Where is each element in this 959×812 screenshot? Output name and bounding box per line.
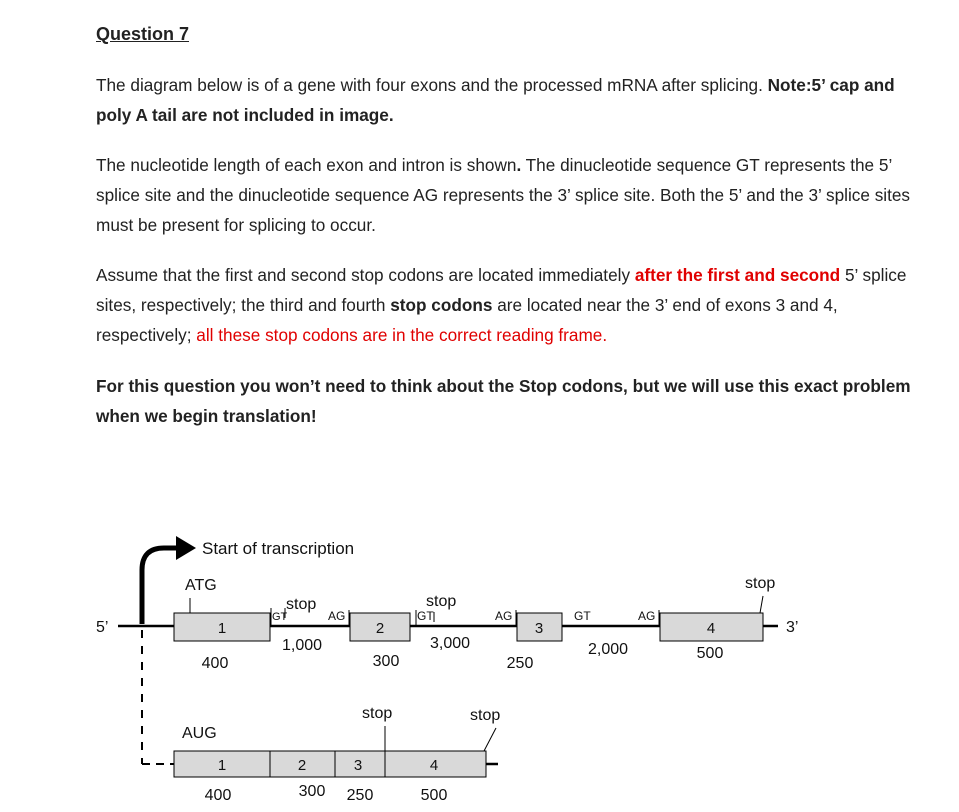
start-transcription-label: Start of transcription <box>202 539 355 558</box>
mrna-exon-1-length: 400 <box>204 787 232 804</box>
transcription-arrow <box>142 548 178 624</box>
stop-label-1: stop <box>286 596 317 613</box>
mrna-exon-4-num: 4 <box>429 757 439 774</box>
gene-exon-4-num: 4 <box>706 620 716 637</box>
stop-label-2: stop <box>426 593 457 610</box>
gt-site-1: GT <box>272 611 288 623</box>
three-prime-label: 3’ <box>786 619 799 636</box>
ag-site-1: AG <box>328 609 346 623</box>
question-title: Question 7 <box>96 24 190 44</box>
stop-label-mrna-1: stop <box>362 705 393 722</box>
atg-label: ATG <box>185 577 217 594</box>
mrna-exon-3-num: 3 <box>353 757 363 774</box>
gene-exon-2-num: 2 <box>375 620 385 637</box>
gt-site-3: GT <box>574 609 591 623</box>
stop-label-4-gene: stop <box>745 575 776 592</box>
mrna-exon-4-length: 500 <box>420 787 448 804</box>
note-paragraph: For this question you won’t need to think about the Stop codons, but we will use this exact problem when we begin translation! <box>96 376 911 426</box>
intron-2-length: 3,000 <box>429 635 471 652</box>
aug-label: AUG <box>182 725 217 742</box>
stop-codon-paragraph: Assume that the first and second stop codons are located immediately after the first and second 5’ splice sites, respectively; the third and fourth stop codons are located near the 3’ end of exons 3 and 4, respectively; all these stop codons are in the correct reading frame. <box>96 265 907 345</box>
intron-1-length: 1,000 <box>281 637 323 654</box>
gene-exon-4-length: 500 <box>696 645 724 662</box>
mrna-exon-3-length: 250 <box>346 787 374 804</box>
gene-exon-3-length: 250 <box>506 655 534 672</box>
mrna-exon-1-num: 1 <box>217 757 227 774</box>
arrow-head-icon <box>176 536 196 560</box>
stop-label-mrna-2: stop <box>470 707 501 724</box>
gene-exon-3-num: 3 <box>534 620 544 637</box>
five-prime-label: 5’ <box>96 619 109 636</box>
gene-exon-1-length: 400 <box>201 655 229 672</box>
ag-site-3: AG <box>638 609 656 623</box>
gene-exon-2-length: 300 <box>372 653 400 670</box>
gt-site-2: GT <box>417 609 434 623</box>
gene-exon-1-num: 1 <box>217 620 227 637</box>
mrna-exon-2-num: 2 <box>297 757 307 774</box>
mrna-exon-2-length: 300 <box>298 783 326 800</box>
intro-paragraph: The diagram below is of a gene with four exons and the processed mRNA after splicing. Note:5’ cap and poly A tail are not included in image. <box>96 75 895 125</box>
ag-site-2: AG <box>495 609 513 623</box>
intron-3-length: 2,000 <box>587 641 629 658</box>
lengths-paragraph: The nucleotide length of each exon and intron is shown. The dinucleotide sequence GT represents the 5’ splice site and the dinucleotide sequence AG represents the 3’ splice site. Both the 5’ and the 3’ splice sites must be present for splicing to occur. <box>96 155 911 235</box>
